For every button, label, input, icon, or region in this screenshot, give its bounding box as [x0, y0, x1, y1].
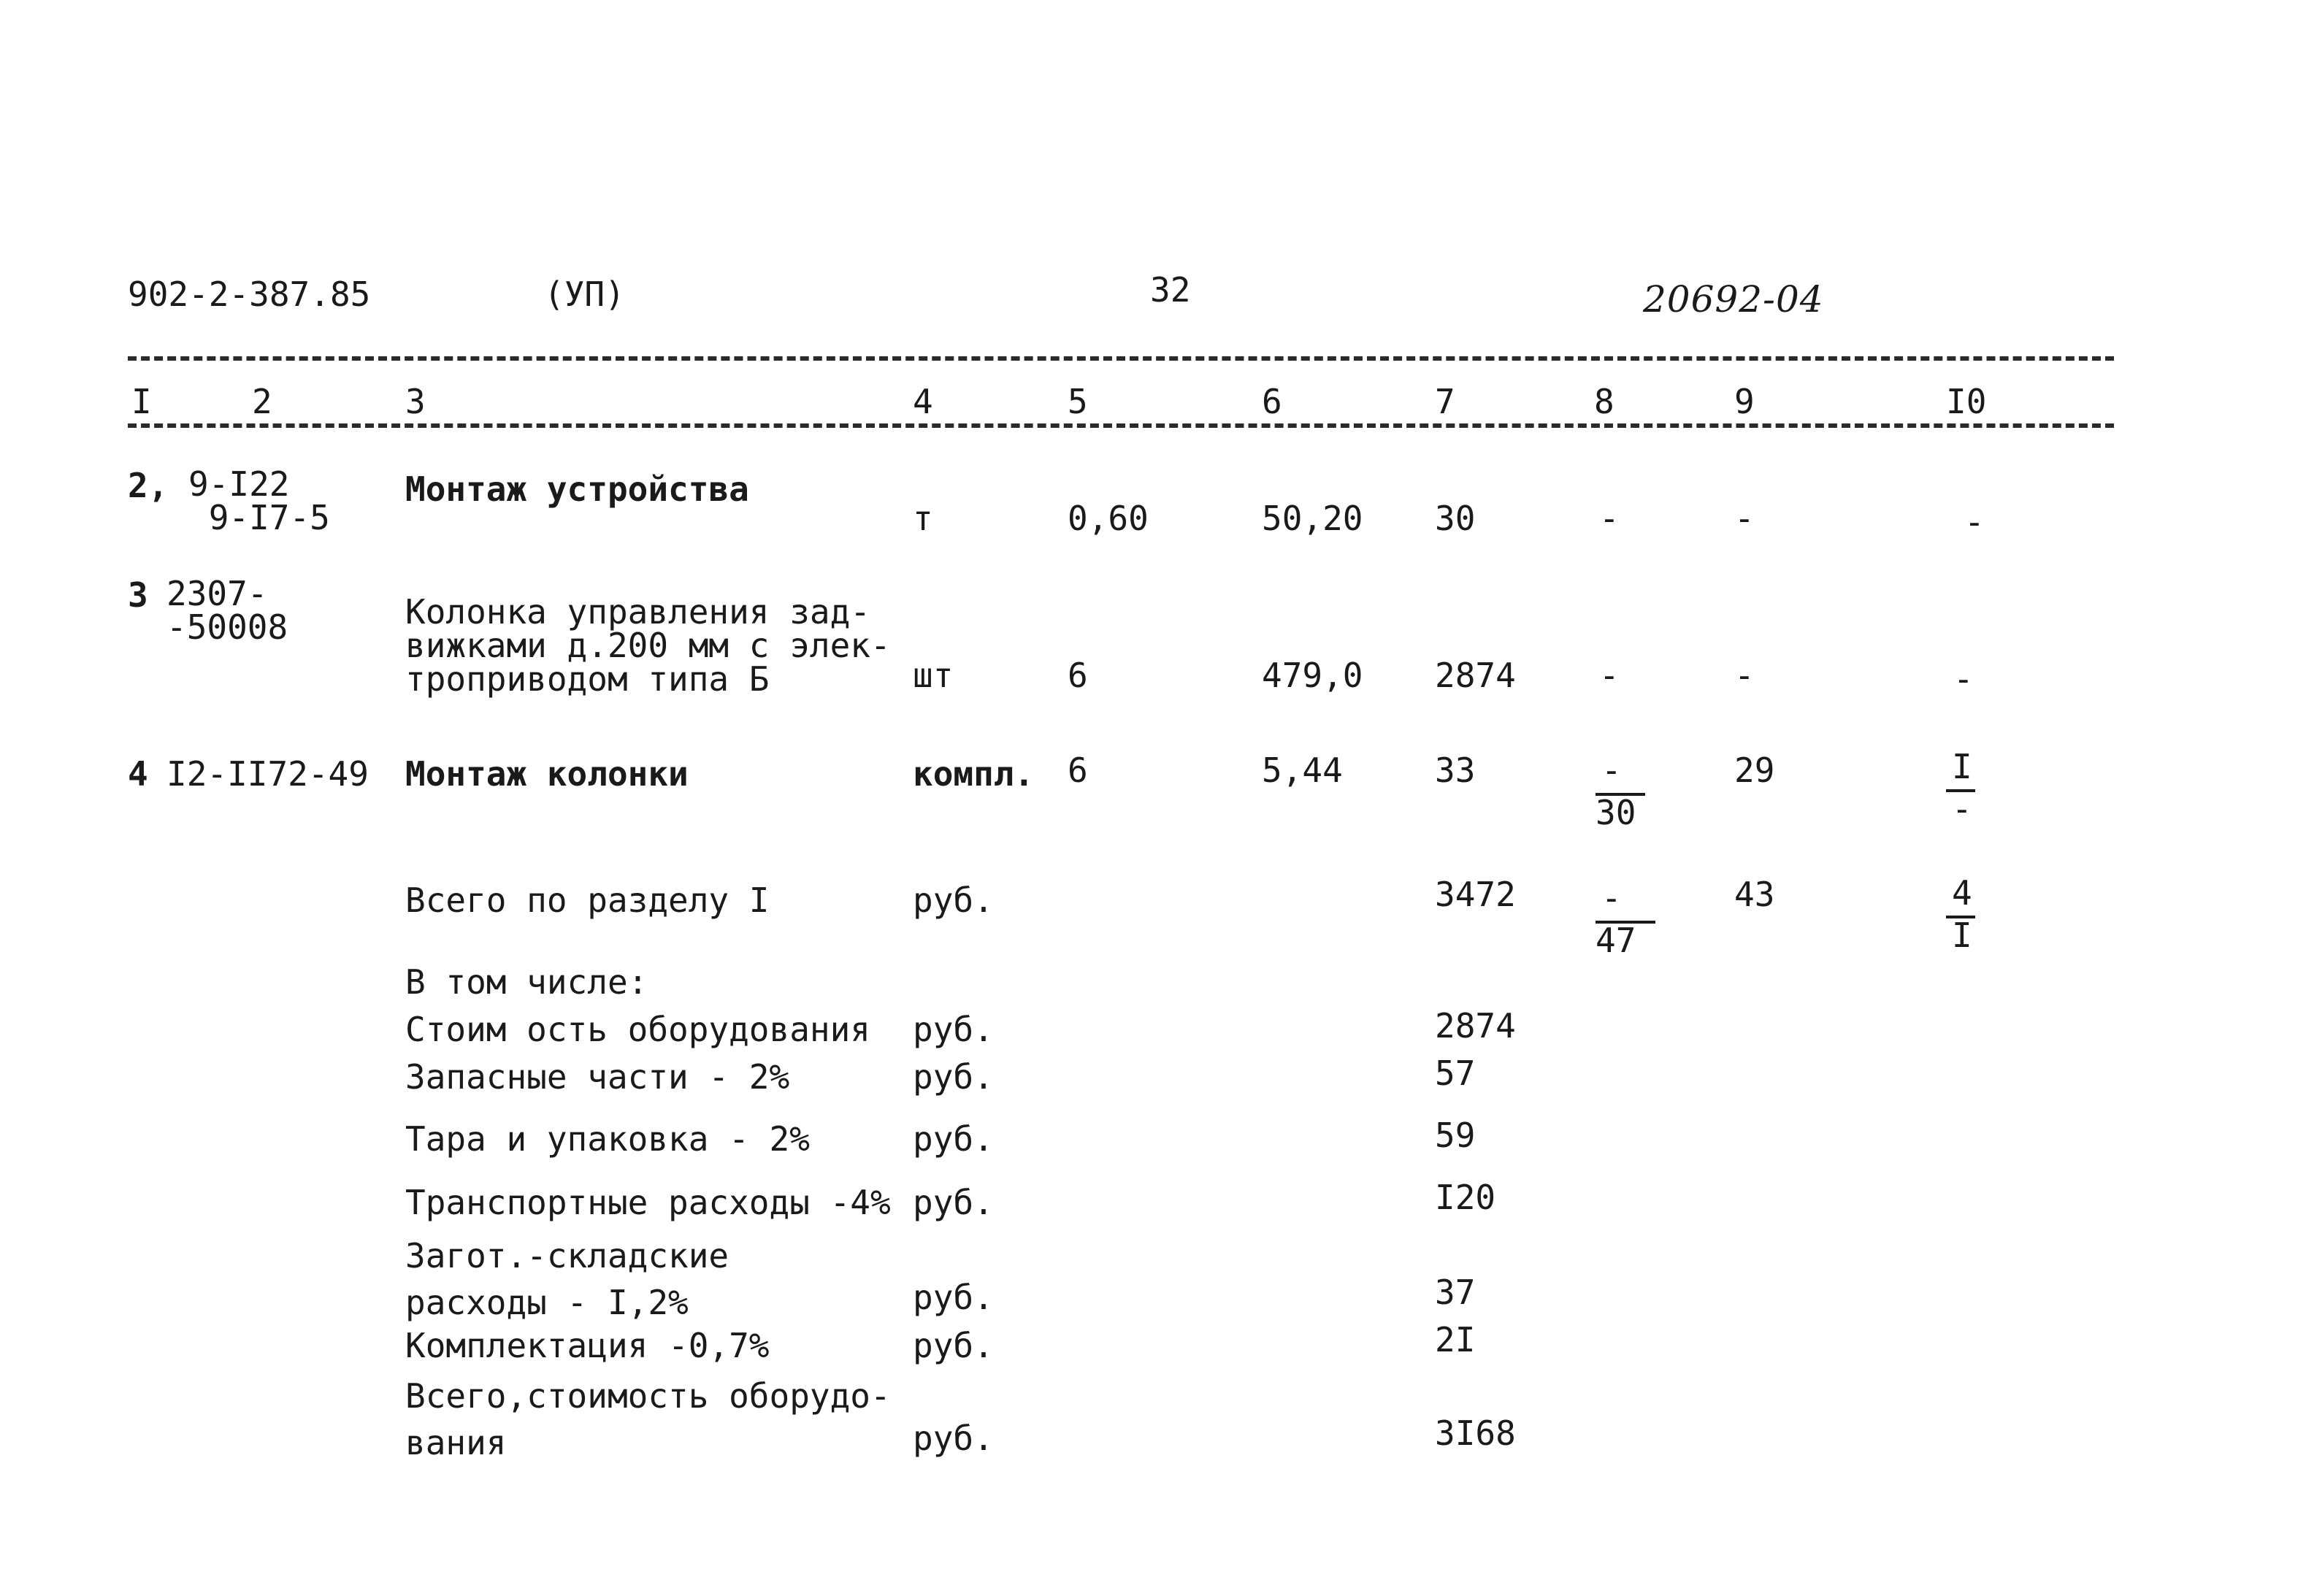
section-total-col8-fraction: - 47 — [1596, 880, 1654, 960]
breakdown-value: 3I68 — [1435, 1413, 1516, 1453]
row-unit: шт — [913, 656, 954, 695]
row-total: 30 — [1435, 499, 1476, 538]
section-total-col10-fraction: 4 I — [1946, 875, 2004, 955]
breakdown-unit: руб. — [913, 1183, 994, 1222]
row-col8: - — [1599, 656, 1620, 695]
row-description: Монтаж устройства — [405, 469, 749, 509]
row-col9: 29 — [1734, 751, 1775, 790]
section-total-col9: 43 — [1734, 875, 1775, 914]
breakdown-label: Запасные части - 2% — [405, 1057, 790, 1097]
row-col9: - — [1734, 499, 1755, 538]
row-number: 4 — [128, 754, 148, 794]
ref-number: 20692-04 — [1643, 278, 1824, 321]
row-code: I2-II72-49 — [166, 754, 369, 794]
breakdown-label: Загот.-складские расходы - I,2% — [405, 1236, 729, 1322]
row-total: 2874 — [1435, 656, 1516, 695]
breakdown-label: Всего,стоимость оборудо- вания — [405, 1376, 891, 1462]
breakdown-unit: руб. — [913, 1326, 994, 1365]
breakdown-value: 57 — [1435, 1054, 1476, 1093]
row-qty: 6 — [1068, 751, 1088, 790]
breakdown-unit: руб. — [913, 1010, 994, 1049]
row-col10: - — [1964, 502, 1985, 542]
row-total: 33 — [1435, 751, 1476, 790]
breakdown-label: Комплектация -0,7% — [405, 1326, 770, 1365]
row-description: Колонка управления зад- вижками д.200 мм с элек- троприводом типа Б — [405, 592, 891, 699]
breakdown-unit: руб. — [913, 1278, 994, 1317]
col-10: I0 — [1946, 382, 1987, 421]
row-number: 2, — [128, 466, 169, 505]
breakdown-value: 59 — [1435, 1116, 1476, 1155]
col-8: 8 — [1594, 382, 1614, 421]
breakdown-value: 2I — [1435, 1320, 1476, 1359]
row-col8-fraction: - 30 — [1596, 752, 1654, 832]
page-number: 32 — [1150, 270, 1191, 310]
breakdown-value: 2874 — [1435, 1006, 1516, 1046]
col-7: 7 — [1435, 382, 1455, 421]
col-6: 6 — [1262, 382, 1282, 421]
breakdown-unit: руб. — [913, 1057, 994, 1097]
header-underline — [128, 423, 2114, 428]
breakdown-label: Транспортные расходы -4% — [405, 1183, 891, 1222]
breakdown-value: 37 — [1435, 1273, 1476, 1312]
row-qty: 6 — [1068, 656, 1088, 695]
row-description: Монтаж колонки — [405, 754, 689, 794]
top-rule — [128, 356, 2114, 361]
col-3: 3 — [405, 382, 426, 421]
row-col10-fraction: I - — [1946, 748, 2004, 829]
row-col10: - — [1953, 659, 1974, 699]
including-label: В том числе: — [405, 962, 648, 1002]
row-price: 479,0 — [1262, 656, 1363, 695]
row-code: 9-I22 9-I7-5 — [188, 464, 330, 537]
doc-type: (УП) — [544, 275, 625, 314]
col-1: I — [131, 382, 152, 421]
section-total-label: Всего по разделу I — [405, 881, 770, 920]
row-unit: т — [913, 499, 933, 538]
row-price: 5,44 — [1262, 751, 1343, 790]
col-5: 5 — [1068, 382, 1088, 421]
row-number: 3 — [128, 575, 148, 615]
breakdown-unit: руб. — [913, 1419, 994, 1458]
row-qty: 0,60 — [1068, 499, 1149, 538]
row-code: 2307- -50008 — [166, 574, 288, 647]
breakdown-label: Стоим ость оборудования — [405, 1010, 870, 1049]
breakdown-unit: руб. — [913, 1119, 994, 1159]
doc-code: 902-2-387.85 — [128, 275, 371, 314]
section-total-unit: руб. — [913, 881, 994, 920]
col-9: 9 — [1734, 382, 1755, 421]
col-4: 4 — [913, 382, 933, 421]
breakdown-value: I20 — [1435, 1178, 1496, 1217]
row-price: 50,20 — [1262, 499, 1363, 538]
row-col9: - — [1734, 656, 1755, 695]
col-2: 2 — [252, 382, 272, 421]
row-col8: - — [1599, 499, 1620, 538]
breakdown-label: Тара и упаковка - 2% — [405, 1119, 810, 1159]
row-unit: компл. — [913, 754, 1035, 794]
section-total-value: 3472 — [1435, 875, 1516, 914]
